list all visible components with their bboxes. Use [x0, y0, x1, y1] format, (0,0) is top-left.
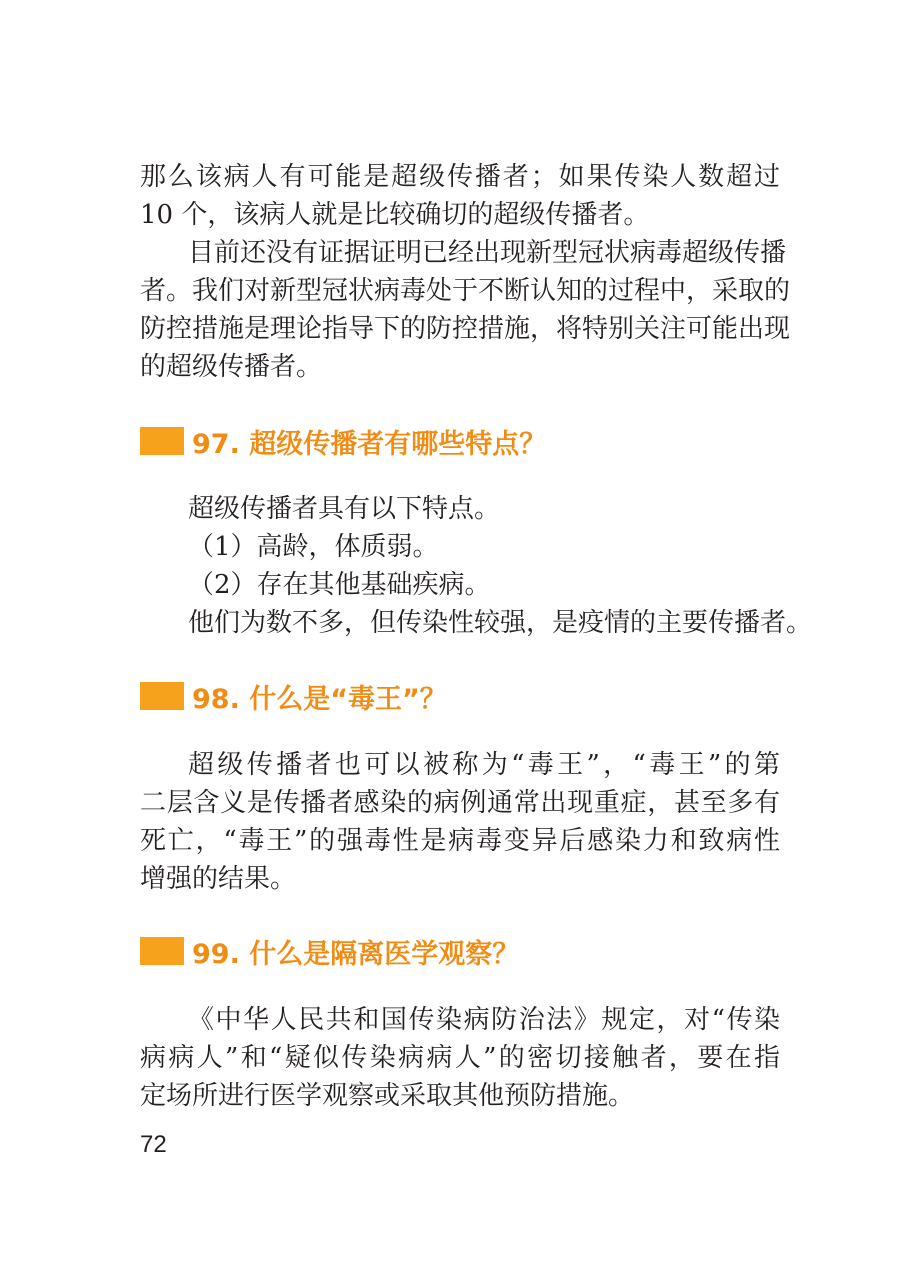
section-98-line-1: 超级传播者也可以被称为“毒王”，“毒王”的第: [188, 750, 780, 780]
intro-line-1: 那么该病人有可能是超级传播者；如果传染人数超过: [140, 162, 780, 192]
section-99-line-3: 定场所进行医学观察或采取其他预防措施。: [140, 1081, 635, 1111]
section-98-line-4: 增强的结果。: [140, 864, 297, 894]
section-97-line-4: 他们为数不多，但传染性较强，是疫情的主要传播者。: [188, 608, 813, 638]
intro-line-6: 的超级传播者。: [140, 352, 323, 382]
section-98-title: 98. 什么是“毒王”？: [192, 683, 447, 715]
intro-line-3: 目前还没有证据证明已经出现新型冠状病毒超级传播: [188, 238, 787, 268]
section-97-title: 97. 超级传播者有哪些特点？: [192, 428, 547, 460]
heading-marker-bar: [140, 427, 184, 455]
intro-line-4: 者。我们对新型冠状病毒处于不断认知的过程中，采取的: [140, 276, 791, 306]
section-97-line-3: （2）存在其他基础疾病。: [188, 570, 491, 600]
section-98-line-3: 死亡，“毒王”的强毒性是病毒变异后感染力和致病性: [140, 826, 780, 856]
section-97-line-2: （1）高龄，体质弱。: [188, 532, 439, 562]
page-number: 72: [140, 1131, 167, 1158]
section-98-heading: [140, 676, 447, 716]
section-99-line-2: 病病人”和“疑似传染病病人”的密切接触者，要在指: [140, 1043, 780, 1073]
section-99-line-1: 《中华人民共和国传染病防治法》规定，对“传染: [188, 1005, 780, 1035]
section-99-title: 99. 什么是隔离医学观察？: [192, 938, 520, 970]
intro-line-2: 10 个，该病人就是比较确切的超级传播者。: [140, 200, 650, 230]
section-99-heading: [140, 931, 519, 971]
heading-marker-bar: [140, 937, 184, 965]
heading-marker-bar: [140, 682, 184, 710]
section-97-line-1: 超级传播者具有以下特点。: [188, 494, 501, 524]
intro-line-5: 防控措施是理论指导下的防控措施，将特别关注可能出现: [140, 314, 791, 344]
section-97-heading: [140, 421, 546, 461]
section-98-line-2: 二层含义是传播者感染的病例通常出现重症，甚至多有: [140, 788, 780, 818]
